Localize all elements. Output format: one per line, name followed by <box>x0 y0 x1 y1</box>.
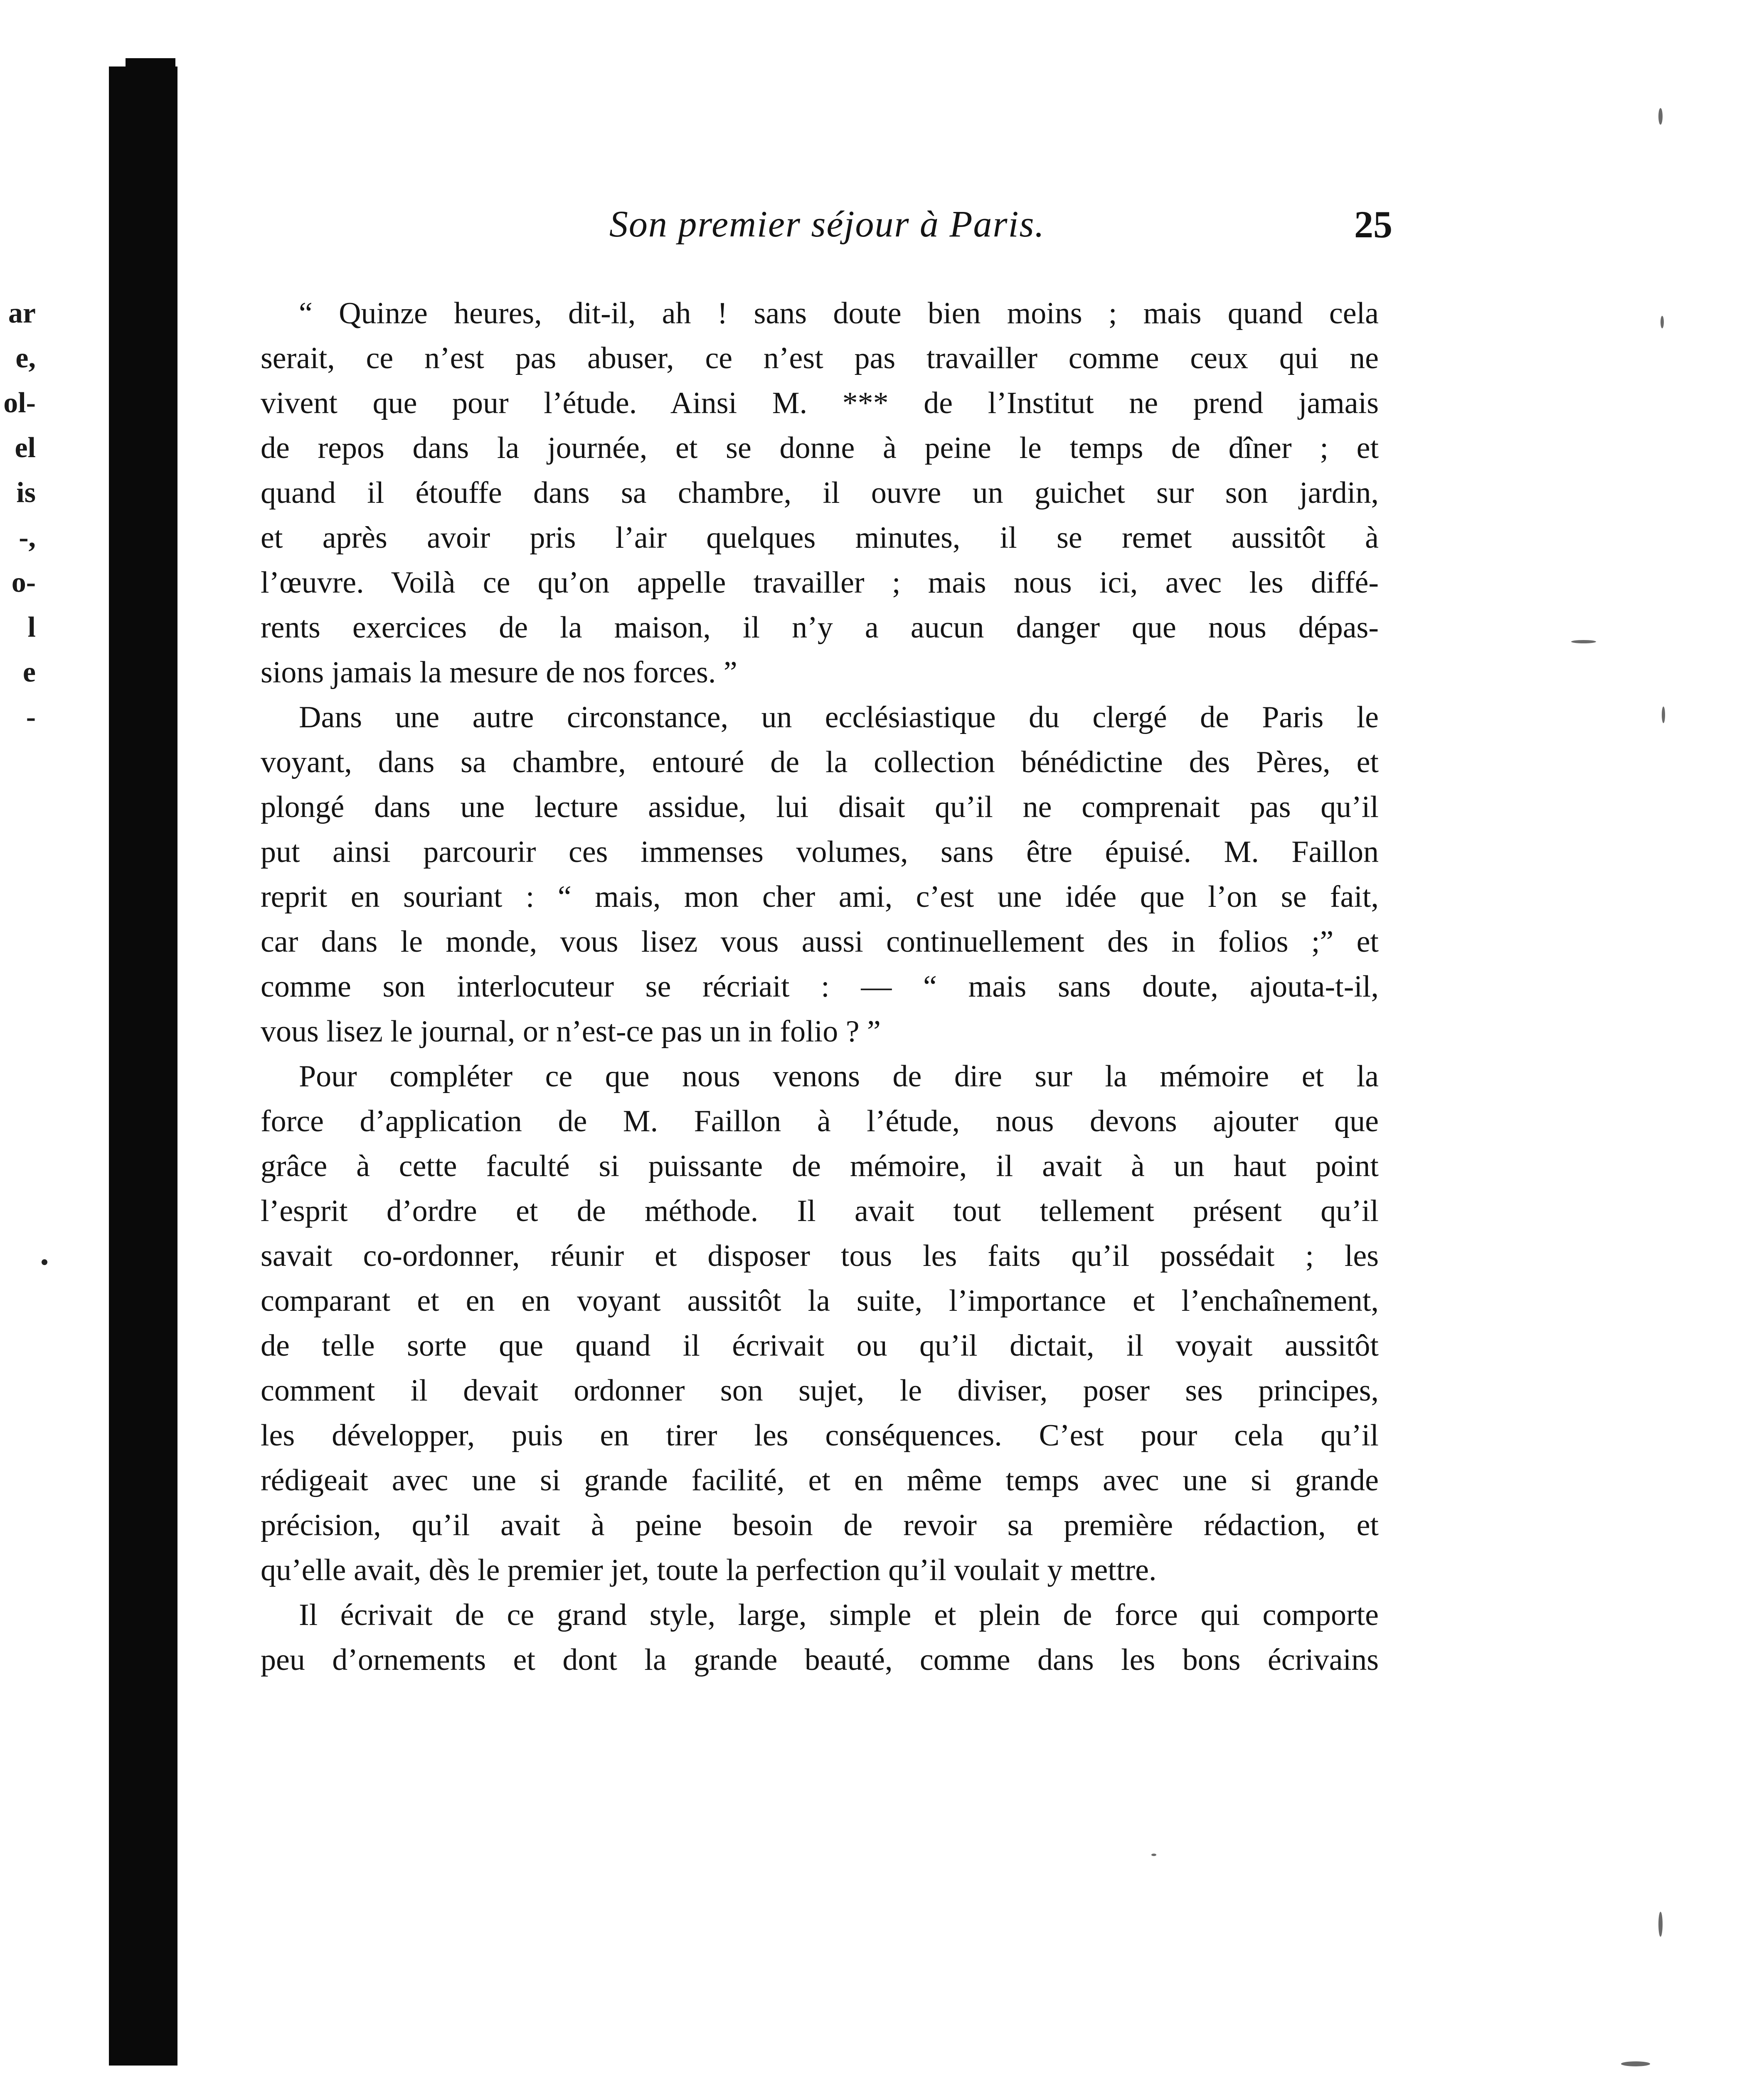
facing-page-fragment: -, <box>19 522 36 554</box>
scan-speck <box>1661 316 1664 328</box>
text-line: Dans une autre circonstance, un ecclésiastique du clergé de Paris le <box>299 700 1379 734</box>
text-line: qu’elle avait, dès le premier jet, toute la perfection qu’il voulait y mettre. <box>261 1553 1157 1587</box>
facing-page-fragment: ol- <box>3 387 36 419</box>
paragraph <box>261 1054 1379 1593</box>
scan-speck <box>1571 640 1596 643</box>
text-line: serait, ce n’est pas abuser, ce n’est pas travailler comme ceux qui ne <box>261 341 1379 375</box>
scan-speck <box>1151 1854 1156 1856</box>
scan-speck <box>1658 108 1663 125</box>
text-line: plongé dans une lecture assidue, lui disait qu’il ne comprenait pas qu’il <box>261 790 1379 824</box>
text-line: force d’application de M. Faillon à l’étude, nous devons ajouter que <box>261 1104 1379 1138</box>
body-text <box>261 291 1379 1682</box>
text-line: “ Quinze heures, dit-il, ah ! sans doute bien moins ; mais quand cela <box>299 296 1379 330</box>
text-line: précision, qu’il avait à peine besoin de revoir sa première rédaction, et <box>261 1508 1379 1542</box>
facing-page-fragment: o- <box>11 566 36 598</box>
text-line: comment il devait ordonner son sujet, le diviser, poser ses principes, <box>261 1374 1379 1408</box>
text-line: rédigeait avec une si grande facilité, et en même temps avec une si grande <box>261 1463 1379 1497</box>
scan-speck <box>42 1259 47 1265</box>
text-line: quand il étouffe dans sa chambre, il ouvre un guichet sur son jardin, <box>261 476 1379 510</box>
binding-shadow <box>109 66 177 2066</box>
page-number: 25 <box>1354 203 1392 246</box>
text-line: savait co-ordonner, réunir et disposer tous les faits qu’il possédait ; les <box>261 1239 1379 1273</box>
facing-page-bleed <box>0 291 37 740</box>
paragraph <box>261 291 1379 695</box>
facing-page-fragment: el <box>15 432 36 464</box>
text-line: de telle sorte que quand il écrivait ou qu’il dictait, il voyait aussitôt <box>261 1329 1379 1363</box>
text-line: comparant et en en voyant aussitôt la suite, l’importance et l’enchaînement, <box>261 1284 1379 1318</box>
running-title: Son premier séjour à Paris. <box>609 204 1045 245</box>
text-line: comme son interlocuteur se récriait : — “ mais sans doute, ajouta-t-il, <box>261 970 1379 1004</box>
text-line: vous lisez le journal, or n’est-ce pas un in folio ? ” <box>261 1014 881 1049</box>
text-line: vivent que pour l’étude. Ainsi M. *** de l’Institut ne prend jamais <box>261 386 1379 420</box>
text-line: l’esprit d’ordre et de méthode. Il avait tout tellement présent qu’il <box>261 1194 1379 1228</box>
facing-page-fragment: - <box>26 701 36 733</box>
facing-page-fragment: e, <box>15 342 36 374</box>
text-line: l’œuvre. Voilà ce qu’on appelle travailler ; mais nous ici, avec les diffé- <box>261 566 1379 600</box>
text-line: car dans le monde, vous lisez vous aussi continuellement des in folios ;” et <box>261 925 1379 959</box>
text-line: put ainsi parcourir ces immenses volumes, sans être épuisé. M. Faillon <box>261 835 1379 869</box>
scan-speck <box>1662 707 1665 723</box>
text-line: de repos dans la journée, et se donne à peine le temps de dîner ; et <box>261 431 1379 465</box>
scan-speck <box>1658 1912 1663 1937</box>
text-line: voyant, dans sa chambre, entouré de la collection bénédictine des Pères, et <box>261 745 1379 779</box>
text-line: Il écrivait de ce grand style, large, simple et plein de force qui comporte <box>299 1598 1379 1632</box>
paragraph <box>261 695 1379 1054</box>
facing-page-fragment: ar <box>8 297 36 329</box>
facing-page-fragment: l <box>27 611 36 643</box>
text-line: peu d’ornements et dont la grande beauté, comme dans les bons écrivains <box>261 1643 1379 1677</box>
text-line: et après avoir pris l’air quelques minutes, il se remet aussitôt à <box>261 521 1379 555</box>
text-line: reprit en souriant : “ mais, mon cher ami, c’est une idée que l’on se fait, <box>261 880 1379 914</box>
scan-speck <box>1621 2061 1650 2066</box>
text-line: grâce à cette faculté si puissante de mémoire, il avait à un haut point <box>261 1149 1379 1183</box>
paragraph <box>261 1593 1379 1682</box>
text-line: les développer, puis en tirer les conséquences. C’est pour cela qu’il <box>261 1418 1379 1453</box>
text-line: Pour compléter ce que nous venons de dire sur la mémoire et la <box>299 1059 1379 1093</box>
text-line: sions jamais la mesure de nos forces. ” <box>261 655 737 689</box>
facing-page-fragment: e <box>22 656 36 688</box>
facing-page-fragment: is <box>16 477 36 509</box>
text-line: rents exercices de la maison, il n’y a aucun danger que nous dépas- <box>261 611 1379 645</box>
